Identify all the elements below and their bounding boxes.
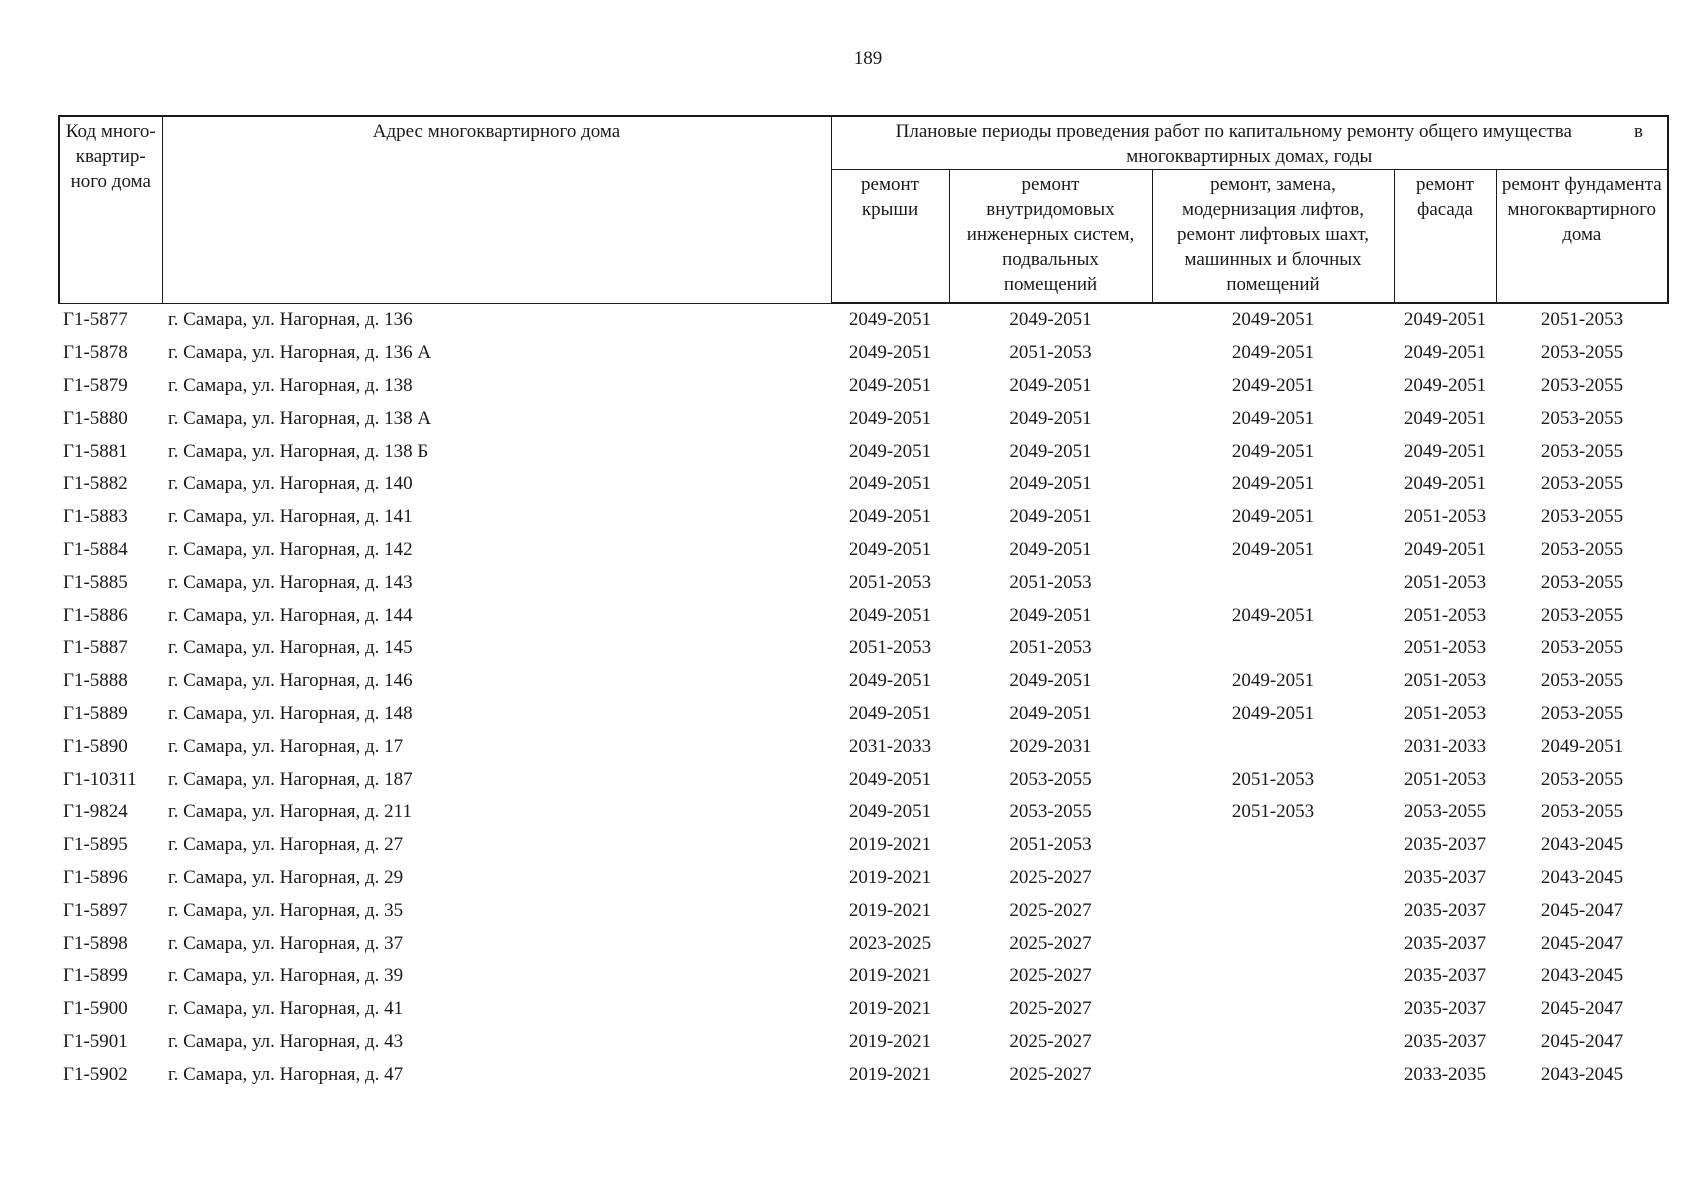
cell-engineering: 2049-2051 [1009, 702, 1092, 724]
table-row [59, 566, 1668, 599]
cell-code: Г1-5880 [63, 407, 128, 429]
cell-foundation: 2049-2051 [1540, 735, 1624, 757]
cell-foundation: 2053-2055 [1540, 571, 1624, 593]
cell-facade: 2051-2053 [1403, 670, 1487, 692]
cell-facade: 2051-2053 [1403, 571, 1487, 593]
cell-roof: 2049-2051 [848, 374, 932, 396]
cell-facade: 2035-2037 [1403, 866, 1487, 888]
table-header [59, 116, 1668, 303]
cell-elevators: 2049-2051 [1231, 440, 1315, 462]
cell-address: г. Самара, ул. Нагорная, д. 142 [168, 538, 413, 560]
table-row [59, 829, 1668, 862]
cell-foundation: 2043-2045 [1540, 866, 1624, 888]
cell-foundation: 2053-2055 [1540, 637, 1624, 659]
cell-elevators: 2049-2051 [1231, 407, 1315, 429]
cell-facade: 2031-2033 [1403, 735, 1487, 757]
cell-code: Г1-5886 [63, 604, 128, 626]
cell-elevators [1152, 632, 1394, 665]
cell-engineering: 2025-2027 [1009, 965, 1092, 987]
cell-code: Г1-5883 [63, 506, 128, 528]
cell-foundation: 2053-2055 [1540, 473, 1624, 495]
cell-facade: 2035-2037 [1403, 965, 1487, 987]
table-row [59, 599, 1668, 632]
cell-address: г. Самара, ул. Нагорная, д. 148 [168, 702, 413, 724]
cell-code: Г1-5901 [63, 1030, 128, 1052]
table-row [59, 468, 1668, 501]
cell-code: Г1-5898 [63, 932, 128, 954]
cell-foundation: 2053-2055 [1540, 768, 1624, 790]
cell-address: г. Самара, ул. Нагорная, д. 145 [168, 637, 413, 659]
cell-roof: 2049-2051 [848, 407, 932, 429]
cell-code: Г1-10311 [63, 768, 137, 790]
cell-roof: 2019-2021 [848, 834, 932, 856]
header-periods-group-in: в [1634, 121, 1644, 142]
cell-roof: 2049-2051 [848, 801, 932, 823]
cell-engineering: 2049-2051 [1009, 506, 1092, 528]
cell-code: Г1-5884 [63, 538, 128, 560]
cell-foundation: 2053-2055 [1540, 407, 1624, 429]
cell-elevators: 2049-2051 [1231, 702, 1315, 724]
cell-code: Г1-5885 [63, 571, 128, 593]
cell-elevators [1152, 862, 1394, 895]
table-row [59, 960, 1668, 993]
cell-roof: 2019-2021 [848, 965, 932, 987]
cell-foundation: 2053-2055 [1540, 604, 1624, 626]
cell-code: Г1-5879 [63, 374, 128, 396]
cell-roof: 2049-2051 [848, 342, 932, 364]
cell-roof: 2019-2021 [848, 866, 932, 888]
cell-code: Г1-5878 [63, 342, 128, 364]
cell-elevators [1152, 894, 1394, 927]
cell-engineering: 2049-2051 [1009, 604, 1092, 626]
header-facade: ремонт фасада [1394, 170, 1496, 304]
cell-engineering: 2049-2051 [1009, 538, 1092, 560]
cell-address: г. Самара, ул. Нагорная, д. 138 [168, 374, 413, 396]
cell-code: Г1-5889 [63, 702, 128, 724]
table-row [59, 698, 1668, 731]
table-row [59, 337, 1668, 370]
table-row [59, 894, 1668, 927]
cell-engineering: 2049-2051 [1009, 374, 1092, 396]
cell-elevators: 2049-2051 [1231, 473, 1315, 495]
cell-elevators: 2049-2051 [1231, 374, 1315, 396]
cell-address: г. Самара, ул. Нагорная, д. 187 [168, 768, 413, 790]
header-periods-group-line1: Плановые периоды проведения работ по капитальному ремонту общего имущества [895, 121, 1572, 142]
cell-roof: 2051-2053 [848, 571, 932, 593]
cell-code: Г1-5890 [63, 735, 128, 757]
page-number: 189 [853, 48, 883, 69]
cell-address: г. Самара, ул. Нагорная, д. 47 [168, 1063, 404, 1085]
table-row [59, 730, 1668, 763]
cell-facade: 2049-2051 [1403, 538, 1487, 560]
cell-roof: 2049-2051 [848, 440, 932, 462]
cell-address: г. Самара, ул. Нагорная, д. 143 [168, 571, 413, 593]
table-row [59, 534, 1668, 567]
cell-facade: 2035-2037 [1403, 932, 1487, 954]
cell-address: г. Самара, ул. Нагорная, д. 140 [168, 473, 413, 495]
cell-facade: 2051-2053 [1403, 637, 1487, 659]
cell-address: г. Самара, ул. Нагорная, д. 35 [168, 899, 404, 921]
cell-code: Г1-5899 [63, 965, 128, 987]
table-row [59, 1058, 1668, 1091]
cell-roof: 2049-2051 [848, 702, 932, 724]
cell-elevators [1152, 993, 1394, 1026]
cell-foundation: 2053-2055 [1540, 342, 1624, 364]
cell-engineering: 2049-2051 [1009, 670, 1092, 692]
cell-roof: 2049-2051 [848, 670, 932, 692]
cell-facade: 2035-2037 [1403, 899, 1487, 921]
cell-facade: 2035-2037 [1403, 834, 1487, 856]
cell-address: г. Самара, ул. Нагорная, д. 146 [168, 670, 413, 692]
cell-address: г. Самара, ул. Нагорная, д. 136 [168, 309, 413, 331]
table-row [59, 370, 1668, 403]
cell-address: г. Самара, ул. Нагорная, д. 29 [168, 866, 404, 888]
cell-address: г. Самара, ул. Нагорная, д. 136 А [168, 342, 432, 364]
cell-elevators [1152, 730, 1394, 763]
cell-foundation: 2053-2055 [1540, 506, 1624, 528]
header-periods-group-line2: многоквартирных домах, годы [1126, 146, 1373, 167]
cell-engineering: 2051-2053 [1009, 637, 1092, 659]
cell-address: г. Самара, ул. Нагорная, д. 37 [168, 932, 404, 954]
cell-address: г. Самара, ул. Нагорная, д. 141 [168, 506, 413, 528]
cell-engineering: 2029-2031 [1009, 735, 1092, 757]
cell-engineering: 2025-2027 [1009, 998, 1092, 1020]
cell-address: г. Самара, ул. Нагорная, д. 39 [168, 965, 404, 987]
cell-foundation: 2043-2045 [1540, 965, 1624, 987]
cell-engineering: 2051-2053 [1009, 342, 1092, 364]
cell-code: Г1-5895 [63, 834, 128, 856]
cell-address: г. Самара, ул. Нагорная, д. 41 [168, 998, 404, 1020]
cell-facade: 2051-2053 [1403, 506, 1487, 528]
cell-roof: 2019-2021 [848, 1063, 932, 1085]
cell-elevators: 2051-2053 [1231, 768, 1315, 790]
cell-foundation: 2053-2055 [1540, 374, 1624, 396]
cell-foundation: 2053-2055 [1540, 538, 1624, 560]
header-engineering: ремонт внутридомовых инженерных систем, подвальных помещений [949, 170, 1152, 304]
cell-address: г. Самара, ул. Нагорная, д. 144 [168, 604, 413, 626]
cell-roof: 2031-2033 [848, 735, 932, 757]
cell-elevators: 2049-2051 [1231, 309, 1315, 331]
cell-facade: 2035-2037 [1403, 1030, 1487, 1052]
table-row [59, 796, 1668, 829]
cell-engineering: 2051-2053 [1009, 571, 1092, 593]
cell-engineering: 2053-2055 [1009, 801, 1092, 823]
cell-address: г. Самара, ул. Нагорная, д. 17 [168, 735, 404, 757]
capital-repair-schedule-table [58, 115, 1669, 1091]
cell-roof: 2051-2053 [848, 637, 932, 659]
cell-code: Г1-5881 [63, 440, 128, 462]
cell-facade: 2033-2035 [1403, 1063, 1487, 1085]
cell-engineering: 2049-2051 [1009, 473, 1092, 495]
cell-foundation: 2051-2053 [1540, 309, 1624, 331]
cell-code: Г1-5896 [63, 866, 128, 888]
cell-elevators: 2049-2051 [1231, 670, 1315, 692]
cell-engineering: 2025-2027 [1009, 1063, 1092, 1085]
header-address: Адрес многоквартирного дома [162, 116, 831, 303]
cell-engineering: 2025-2027 [1009, 1030, 1092, 1052]
cell-address: г. Самара, ул. Нагорная, д. 138 Б [168, 440, 429, 462]
cell-elevators: 2049-2051 [1231, 604, 1315, 626]
table-row [59, 862, 1668, 895]
table-row [59, 632, 1668, 665]
cell-facade: 2035-2037 [1403, 998, 1487, 1020]
cell-foundation: 2045-2047 [1540, 899, 1624, 921]
cell-roof: 2049-2051 [848, 604, 932, 626]
cell-engineering: 2049-2051 [1009, 440, 1092, 462]
cell-roof: 2049-2051 [848, 473, 932, 495]
cell-code: Г1-9824 [63, 801, 128, 823]
cell-roof: 2049-2051 [848, 538, 932, 560]
cell-code: Г1-5902 [63, 1063, 128, 1085]
cell-elevators [1152, 1058, 1394, 1091]
cell-roof: 2023-2025 [848, 932, 932, 954]
cell-facade: 2051-2053 [1403, 768, 1487, 790]
cell-elevators: 2049-2051 [1231, 342, 1315, 364]
cell-elevators: 2051-2053 [1231, 801, 1315, 823]
cell-engineering: 2049-2051 [1009, 309, 1092, 331]
cell-engineering: 2025-2027 [1009, 899, 1092, 921]
cell-elevators [1152, 829, 1394, 862]
cell-foundation: 2045-2047 [1540, 1030, 1624, 1052]
header-roof: ремонт крыши [831, 170, 949, 304]
cell-code: Г1-5897 [63, 899, 128, 921]
cell-address: г. Самара, ул. Нагорная, д. 27 [168, 834, 404, 856]
cell-roof: 2049-2051 [848, 506, 932, 528]
cell-roof: 2049-2051 [848, 768, 932, 790]
cell-roof: 2019-2021 [848, 1030, 932, 1052]
cell-foundation: 2053-2055 [1540, 440, 1624, 462]
header-elevators: ремонт, замена, модернизация лифтов, ремонт лифтовых шахт, машинных и блочных помещений [1152, 170, 1394, 304]
cell-engineering: 2053-2055 [1009, 768, 1092, 790]
table-row [59, 435, 1668, 468]
cell-code: Г1-5900 [63, 998, 128, 1020]
cell-code: Г1-5888 [63, 670, 128, 692]
table-row [59, 665, 1668, 698]
cell-foundation: 2053-2055 [1540, 801, 1624, 823]
table-row [59, 501, 1668, 534]
cell-foundation: 2043-2045 [1540, 834, 1624, 856]
cell-facade: 2049-2051 [1403, 440, 1487, 462]
cell-roof: 2049-2051 [848, 309, 932, 331]
cell-roof: 2019-2021 [848, 998, 932, 1020]
cell-elevators [1152, 927, 1394, 960]
cell-code: Г1-5877 [63, 309, 128, 331]
header-periods-group [831, 116, 1668, 170]
cell-engineering: 2025-2027 [1009, 932, 1092, 954]
cell-elevators: 2049-2051 [1231, 506, 1315, 528]
table-row [59, 303, 1668, 337]
header-foundation: ремонт фундамента многоквартирного дома [1496, 170, 1668, 304]
cell-facade: 2049-2051 [1403, 342, 1487, 364]
table-row [59, 763, 1668, 796]
cell-code: Г1-5887 [63, 637, 128, 659]
header-code: Код много- квартир- ного дома [59, 116, 162, 303]
cell-engineering: 2049-2051 [1009, 407, 1092, 429]
cell-facade: 2049-2051 [1403, 473, 1487, 495]
cell-foundation: 2053-2055 [1540, 670, 1624, 692]
table-row [59, 927, 1668, 960]
cell-facade: 2049-2051 [1403, 374, 1487, 396]
table-row [59, 993, 1668, 1026]
cell-facade: 2049-2051 [1403, 309, 1487, 331]
cell-facade: 2051-2053 [1403, 604, 1487, 626]
cell-foundation: 2045-2047 [1540, 998, 1624, 1020]
cell-code: Г1-5882 [63, 473, 128, 495]
cell-address: г. Самара, ул. Нагорная, д. 138 А [168, 407, 432, 429]
cell-foundation: 2053-2055 [1540, 702, 1624, 724]
cell-foundation: 2045-2047 [1540, 932, 1624, 954]
cell-elevators [1152, 566, 1394, 599]
cell-facade: 2051-2053 [1403, 702, 1487, 724]
table-body [59, 303, 1668, 1091]
cell-address: г. Самара, ул. Нагорная, д. 43 [168, 1030, 404, 1052]
cell-roof: 2019-2021 [848, 899, 932, 921]
cell-engineering: 2051-2053 [1009, 834, 1092, 856]
cell-facade: 2049-2051 [1403, 407, 1487, 429]
cell-address: г. Самара, ул. Нагорная, д. 211 [168, 801, 412, 823]
cell-facade: 2053-2055 [1403, 801, 1487, 823]
cell-elevators: 2049-2051 [1231, 538, 1315, 560]
cell-foundation: 2043-2045 [1540, 1063, 1624, 1085]
table-row [59, 402, 1668, 435]
cell-engineering: 2025-2027 [1009, 866, 1092, 888]
table-row [59, 1026, 1668, 1059]
cell-elevators [1152, 1026, 1394, 1059]
cell-elevators [1152, 960, 1394, 993]
